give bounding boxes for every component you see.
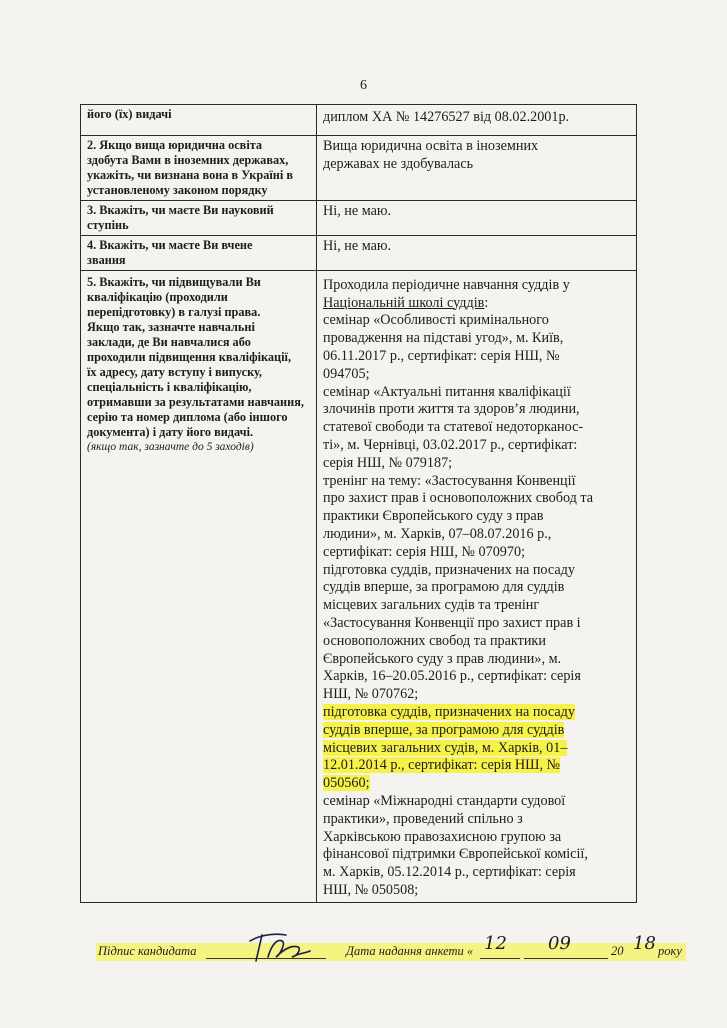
question-cell xyxy=(81,270,317,902)
question-line: його (їх) видачі xyxy=(87,107,172,121)
table-row xyxy=(81,200,637,235)
date-day-line xyxy=(480,958,520,959)
answer-line: підготовка суддів, призначених на посаду xyxy=(323,561,575,578)
question-line: ступінь xyxy=(87,217,129,232)
question-note: (якщо так, зазначте до 5 заходів) xyxy=(87,440,254,453)
answer-line: злочинів проти життя та здоров’я людини, xyxy=(323,401,580,418)
question-line: документа) і дату його видачі. xyxy=(87,424,254,439)
answer-cell: Проходила періодичне навчання суддів у Національній школі суддів: семінар «Особливості кримінального провадження на підставі угод», м. Київ, 06.11.2017 р., сертифікат: серія НШ, № 094705; семінар «Актуальні питання кваліфікації злочинів проти життя та здоров’я людини, статевої свободи та статевої недоторканос- ті», м. Чернівці, 03.02.2017 р., сертифікат: серія НШ, № 079187; тренінг на тему: «Застосування Конвенції про захист прав і основоположних свобод та практики Європейського суду з прав людини», м. Харків, 07–08.07.2016 р., сертифікат: серія НШ, № 070970; підготовка суддів, призначених на посаду суддів вперше, за програмою для суддів місцевих загальних судів та тренінг «Застосування Конвенції про захист прав і основоположних свобод та практики Європейського суду з прав людини», м. Харків, 16–20.05.2016 р., сертифікат: серія НШ, № 070762; підготовка суддів, призначених на посаду суддів вперше, за програмою для суддів місцевих загальних судів, м. Харків, 01– 12.01.2014 р., сертифікат: серія НШ, № 050560; семінар «Міжнародні стандарти судової практики», проведений спільно з Харківською правозахисною групою за фінансової підтримки Європейської комісії, м. Харків, 05.12.2014 р., сертифікат: серія НШ, № 050508; xyxy=(317,270,637,902)
question-line: 4. Вкажіть, чи маєте Ви вчене xyxy=(87,237,253,252)
answer-line: практики Європейського суду з прав xyxy=(323,508,544,525)
question-line: Якщо так, зазначте навчальні xyxy=(87,319,255,334)
question-line: звання xyxy=(87,252,126,267)
answer-line: Харків, 16–20.05.2016 р., сертифікат: серія xyxy=(323,668,581,685)
highlighted-line: 050560; xyxy=(323,775,370,792)
answer-line: державах не здобувалась xyxy=(323,155,474,172)
answer-line: «Застосування Конвенції про захист прав і xyxy=(323,614,581,631)
highlighted-line: підготовка суддів, призначених на посаду xyxy=(323,703,575,720)
highlighted-line: 12.01.2014 р., сертифікат: серія НШ, № xyxy=(323,757,561,774)
question-line: 3. Вкажіть, чи маєте Ви науковий xyxy=(87,202,274,217)
question-line: серію та номер диплома (або іншого xyxy=(87,409,288,424)
answer-cell xyxy=(317,105,637,136)
date-year-suffix: 18 xyxy=(633,933,656,954)
signature-footer xyxy=(96,933,682,971)
date-label: Дата надання анкети « xyxy=(346,944,474,958)
question-line: кваліфікацію (проходили xyxy=(87,289,228,304)
question-cell xyxy=(81,200,317,235)
answer-line: Проходила періодичне навчання суддів у xyxy=(323,276,570,293)
question-cell xyxy=(81,135,317,200)
date-month-line xyxy=(524,958,608,959)
answer-line: статевої свободи та статевої недоторканос- xyxy=(323,419,584,436)
answer-line: місцевих загальних судів та тренінг xyxy=(323,597,540,614)
answer-cell xyxy=(317,200,637,235)
answer-line: практики», проведений спільно з xyxy=(323,810,523,827)
answer-line: серія НШ, № 079187; xyxy=(323,454,453,471)
answer-line: Європейського суду з прав людини», м. xyxy=(323,650,562,667)
answer-line: НШ, № 050508; xyxy=(323,881,419,898)
date-year-prefix: 20 xyxy=(611,944,624,958)
answer-line: суддів вперше, за програмою для суддів xyxy=(323,579,565,596)
answer-line: фінансової підтримки Європейської комісії, xyxy=(323,846,588,863)
answer-line: ті», м. Чернівці, 03.02.2017 р., сертифікат: xyxy=(323,436,578,453)
question-cell xyxy=(81,105,317,136)
question-line: їх адресу, дату вступу і випуску, xyxy=(87,364,262,379)
answer-line: семінар «Міжнародні стандарти судової xyxy=(323,792,566,809)
answer-line: Вища юридична освіта в іноземних xyxy=(323,137,539,154)
answer-line: провадження на підставі угод», м. Київ, xyxy=(323,330,564,347)
question-line: отримавши за результатами навчання, xyxy=(87,394,304,409)
question-line: проходили підвищення кваліфікації, xyxy=(87,349,292,364)
answer-line: м. Харків, 05.12.2014 р., сертифікат: серія xyxy=(323,864,576,881)
answer-line: Ні, не маю. xyxy=(323,237,392,254)
answer-line: 094705; xyxy=(323,365,370,382)
answer-cell xyxy=(317,235,637,270)
answer-cell xyxy=(317,135,637,200)
year-label: року xyxy=(658,944,682,958)
highlighted-line: місцевих загальних судів, м. Харків, 01– xyxy=(323,739,568,756)
answer-line: семінар «Актуальні питання кваліфікації xyxy=(323,383,571,400)
answer-line: 06.11.2017 р., сертифікат: серія НШ, № xyxy=(323,347,560,364)
page-number: 6 xyxy=(360,78,367,93)
question-line: 5. Вкажіть, чи підвищували Ви xyxy=(87,274,261,289)
question-line: установленому законом порядку xyxy=(87,182,268,197)
answer-line: НШ, № 070762; xyxy=(323,686,419,703)
handwritten-signature xyxy=(246,927,316,967)
table-row xyxy=(81,235,637,270)
table-row xyxy=(81,105,637,136)
question-line: здобута Вами в іноземних державах, xyxy=(87,152,289,167)
date-month: 09 xyxy=(548,933,571,954)
question-line: заклади, де Ви навчалися або xyxy=(87,334,251,349)
answer-line: Ні, не маю. xyxy=(323,202,392,219)
table-row xyxy=(81,135,637,200)
school-name: Національній школі суддів xyxy=(323,294,485,311)
question-line: перепідготовку) в галузі права. xyxy=(87,304,261,319)
highlighted-line: суддів вперше, за програмою для суддів xyxy=(323,721,565,738)
answer-line: людини», м. Харків, 07–08.07.2016 р., xyxy=(323,525,552,542)
questionnaire-table xyxy=(80,104,637,903)
answer-line: тренінг на тему: «Застосування Конвенції xyxy=(323,472,576,489)
answer-line: про захист прав і основоположних свобод та xyxy=(323,490,594,507)
answer-line: Харківською правозахисною групою за xyxy=(323,828,562,845)
answer-line: диплом ХА № 14276527 від 08.02.2001р. xyxy=(323,109,570,125)
question-line: 2. Якщо вища юридична освіта xyxy=(87,137,263,152)
question-line: укажіть, чи визнана вона в Україні в xyxy=(87,167,293,182)
date-day: 12 xyxy=(484,933,507,954)
question-line: спеціальність і кваліфікацію, xyxy=(87,379,252,394)
question-cell xyxy=(81,235,317,270)
answer-line: основоположних свобод та практики xyxy=(323,632,546,649)
answer-line: сертифікат: серія НШ, № 070970; xyxy=(323,543,526,560)
signature-label: Підпис кандидата xyxy=(98,944,197,958)
answer-line: семінар «Особливості кримінального xyxy=(323,312,549,329)
table-row xyxy=(81,270,637,902)
